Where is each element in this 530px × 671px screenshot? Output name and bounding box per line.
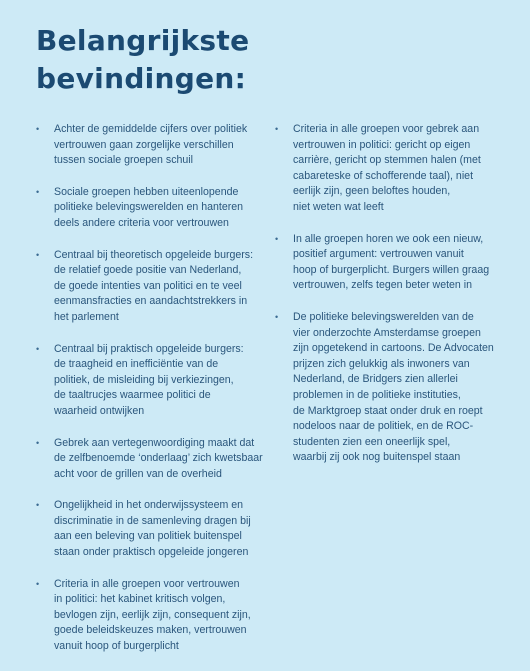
findings-list-left [36,122,264,671]
finding-text-line: prijzen zich gelukkig als inwoners van [293,357,470,370]
finding-text-line: • Ongelijkheid in het onderwijssysteem en [54,499,244,512]
finding-text-line: vertrouwen, zelfs tegen beter weten in [293,279,473,292]
finding-text-line: niet weten wat leeft [293,200,384,213]
finding-text-line: het parlement [54,310,119,323]
title-line-1: Belangrijkste [36,24,250,57]
finding-text-line: vertrouwen in politici: gericht op eigen [293,138,471,151]
finding-item [275,232,493,294]
finding-item [275,122,493,216]
finding-text-line: aan een beleving van politiek buitenspel [54,530,242,543]
finding-text-line: politieke belevingswerelden en hanteren [54,201,244,214]
finding-item [36,248,264,326]
page-title [36,22,249,98]
finding-text-line: cabareteske of schofferende taal), niet [293,169,474,182]
finding-text-line: • In alle groepen horen we ook een nieuw, [293,232,484,245]
finding-text-line: discriminatie in de samenleving dragen bij [54,514,251,527]
finding-text-line: staan onder praktisch opgeleide jongeren [54,546,249,559]
finding-item [36,185,264,232]
finding-text-line: carrière, gericht op stemmen halen (met [293,154,481,167]
finding-text-line: • Centraal bij theoretisch opgeleide burgers: [54,248,254,261]
finding-text-line: in politici: het kabinet kritisch volgen, [54,593,226,606]
findings-list-right [275,122,493,482]
finding-text-line: deels andere criteria voor vertrouwen [54,216,229,229]
finding-text-line: politiek, de misleiding bij verkiezingen, [54,373,234,386]
finding-text-line: waarbij zij ook nog buitenspel staan [293,451,461,464]
finding-text-line: • De politieke belevingswerelden van de [293,310,474,323]
finding-text-line: • Achter de gemiddelde cijfers over politiek [54,123,248,135]
finding-text-line: problemen in de politieke instituties, [293,388,461,401]
finding-text-line: de zelfbenoemde ‘onderlaag’ zich kwetsbaar [54,452,263,465]
finding-text-line: • Gebrek aan vertegenwoordiging maakt dat [54,436,255,449]
finding-text-line: goede beleidskeuzes maken, vertrouwen [54,624,247,637]
title-line-2: bevindingen: [36,62,247,95]
finding-text-line: studenten zien een oneerlijk spel, [293,435,451,448]
finding-text-line: vertrouwen gaan zorgelijke verschillen [54,138,234,151]
finding-text-line: • Criteria in alle groepen voor vertrouwen [54,577,240,590]
finding-text-line: eerlijk zijn, geen beloftes houden, [293,185,451,198]
finding-item [36,577,264,655]
finding-text-line: de goede intenties van politici en te veel [54,279,242,292]
finding-text-line: tussen sociale groepen schuil [54,154,193,167]
finding-text-line: • Sociale groepen hebben uiteenlopende [54,185,239,198]
finding-text-line: acht voor de grillen van de overheid [54,467,222,480]
finding-text-line: • Centraal bij praktisch opgeleide burgers: [54,342,244,355]
finding-item [36,436,264,483]
finding-item [36,498,264,560]
finding-text-line: de Marktgroep staat onder druk en roept [293,404,483,417]
finding-text-line: waarheid ontwijken [54,404,145,417]
finding-text-line: vanuit hoop of burgerplicht [54,640,179,653]
finding-text-line: eenmansfracties en aandachtstrekkers in [54,295,248,308]
finding-text-line: zijn opgetekend in cartoons. De Advocaten [293,342,494,355]
finding-text-line: Nederland, de Bridgers zien allerlei [293,373,458,386]
finding-text-line: vier onderzochte Amsterdamse groepen [293,326,481,339]
finding-text-line: de taaltrucjes waarmee politici de [54,389,211,402]
finding-item [36,342,264,420]
finding-text-line: bevlogen zijn, eerlijk zijn, consequent zijn, [54,608,251,621]
finding-text-line: nodeloos naar de politiek, en de ROC- [293,420,474,433]
finding-text-line: positief argument: vertrouwen vanuit [293,248,464,261]
finding-text-line: hoop of burgerplicht. Burgers willen graag [293,263,490,276]
finding-item [275,310,493,466]
finding-text-line: de traagheid en inefficiëntie van de [54,358,219,371]
finding-text-line: de relatief goede positie van Nederland, [54,264,242,277]
finding-text-line: • Criteria in alle groepen voor gebrek aan [293,123,480,135]
finding-item [36,122,264,169]
